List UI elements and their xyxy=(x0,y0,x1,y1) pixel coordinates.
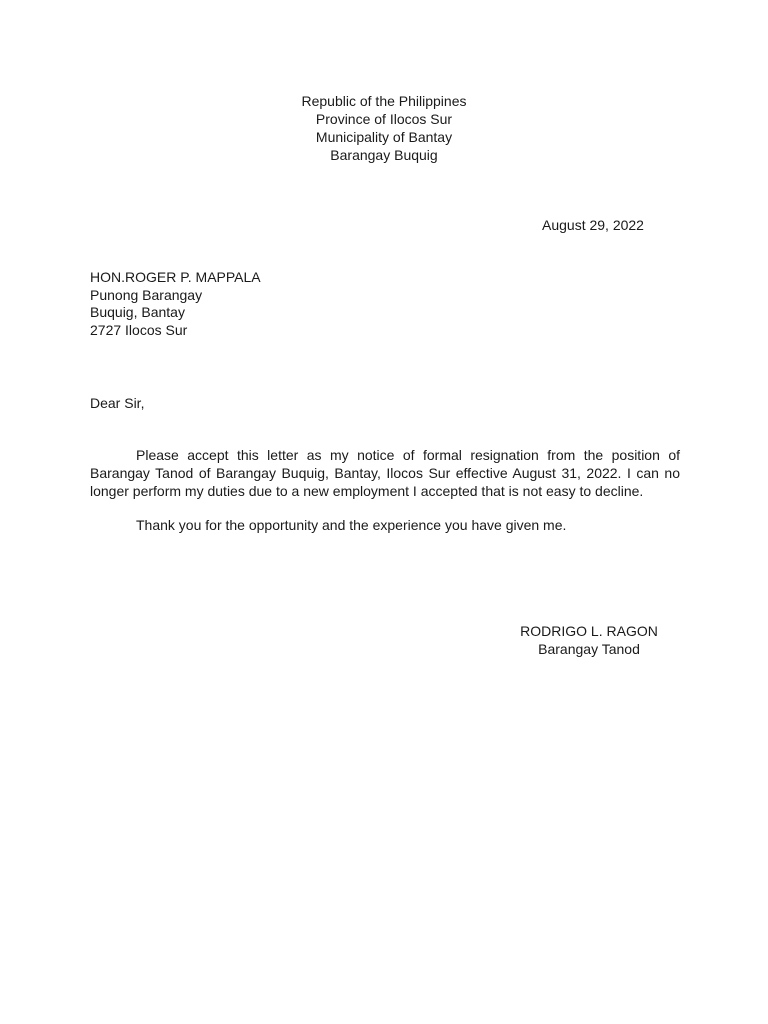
salutation: Dear Sir, xyxy=(90,395,145,411)
addressee-position: Punong Barangay xyxy=(90,286,203,303)
letterhead-province: Province of Ilocos Sur xyxy=(315,111,453,127)
addressee-name: HON.ROGER P. MAPPALA xyxy=(90,269,261,285)
signature-block xyxy=(506,622,672,658)
letter-date: August 29, 2022 xyxy=(542,217,644,233)
signatory-title: Barangay Tanod xyxy=(538,641,640,657)
addressee-block xyxy=(90,269,261,339)
body-paragraph-thanks: Thank you for the opportunity and the experience you have given me. xyxy=(136,517,567,533)
letterhead xyxy=(0,92,768,164)
letterhead-country: Republic of the Philippines xyxy=(301,93,467,109)
body-paragraph-resignation: Please accept this letter as my notice of formal resignation from the position of Barangay Tanod of Barangay Buquig, Bantay, Ilocos Sur effective August 31, 2022. I can no longer perform my duties due to a new employment I accepted that is not easy to decline. xyxy=(90,447,680,499)
letterhead-barangay: Barangay Buquig xyxy=(330,147,438,163)
addressee-locality: Buquig, Bantay xyxy=(90,304,185,320)
signatory-name: RODRIGO L. RAGON xyxy=(520,623,658,639)
addressee-postal: 2727 Ilocos Sur xyxy=(90,321,188,338)
letterhead-municipality: Municipality of Bantay xyxy=(315,129,453,145)
